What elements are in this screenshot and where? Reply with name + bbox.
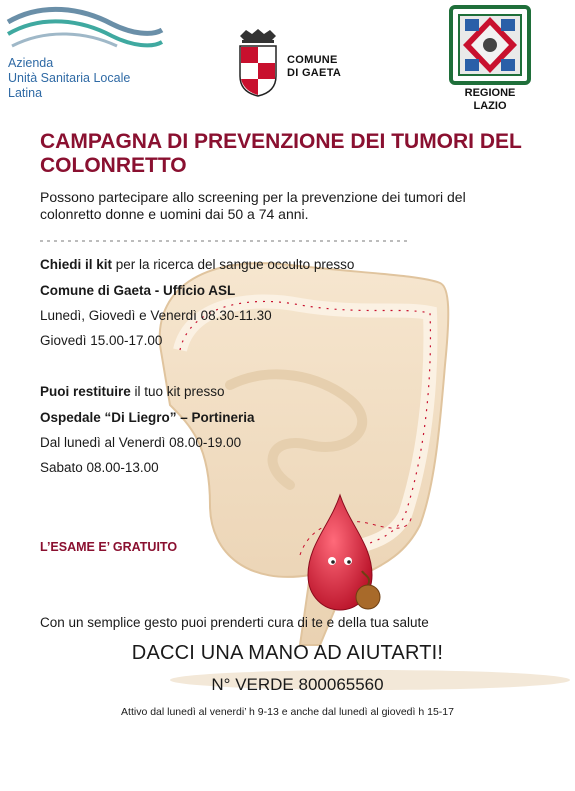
availability-hours: Attivo dal lunedì al venerdi’ h 9-13 e anche dal lunedì al giovedì h 15-17 [121,706,454,718]
faded-text-remnant [40,238,410,244]
request-place: Comune di Gaeta - Ufficio ASL [40,283,236,298]
comune-gaeta-logo [232,28,352,100]
asl-swoosh-graphic [2,0,172,55]
request-hours-2: Giovedì 15.00-17.00 [40,333,163,348]
request-hours-1: Lunedì, Giovedì e Venerdì 08.30-11.30 [40,308,272,323]
free-exam-notice: L’ESAME E’ GRATUITO [40,540,178,554]
return-kit-rest: il tuo kit presso [130,384,225,399]
comune-line-2: DI GAETA [287,67,342,79]
asl-line-3: Latina [8,86,43,100]
regione-lazio-emblem-icon [445,5,535,85]
return-hours-2: Sabato 08.00-13.00 [40,460,159,475]
return-place: Ospedale “Di Liegro” – Portineria [40,410,255,425]
asl-line-2: Unità Sanitaria Locale [8,71,131,85]
return-kit-heading [40,384,225,400]
toll-free-number: N° VERDE 800065560 [211,675,384,694]
gaeta-crest-icon [232,28,284,100]
request-kit-rest: per la ricerca del sangue occulto presso [112,257,355,272]
asl-latina-logo [2,0,172,105]
regione-lazio-logo [445,5,535,115]
regione-line-2: LAZIO [473,100,507,112]
slogan: DACCI UNA MANO AD AIUTARTI! [131,642,444,664]
request-kit-heading [40,257,354,273]
intro-text: Possono partecipare allo screening per la prevenzione dei tumori del colonretto donne e uomini dai 50 a 74 anni. [40,189,466,222]
regione-logo-text [445,87,535,113]
comune-line-1: COMUNE [287,54,338,66]
comune-logo-text [287,54,341,80]
return-hours-1: Dal lunedì al Venerdì 08.00-19.00 [40,435,242,450]
request-kit-bold: Chiedi il kit [40,257,113,272]
return-kit-bold: Puoi restituire [40,384,131,399]
campaign-title: CAMPAGNA DI PREVENZIONE DEI TUMORI DEL COLONRETTO [40,130,522,177]
tagline: Con un semplice gesto puoi prenderti cura di te e della tua salute [40,615,429,630]
asl-line-1: Azienda [8,56,54,70]
regione-line-1: REGIONE [464,87,516,99]
asl-logo-text [8,56,130,101]
